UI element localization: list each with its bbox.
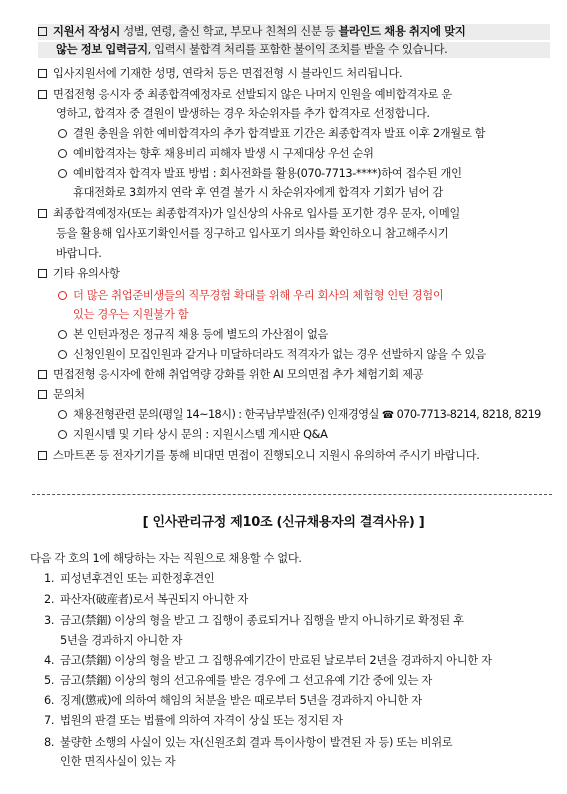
- regulation-item-text: 5년을 경과하지 아니한 자: [60, 634, 183, 647]
- regulation-item-text: 징계(懲戒)에 의하여 해임의 처분을 받은 때로부터 5년을 경과하지 아니한 자: [60, 694, 422, 707]
- notice-line-4: 면접전형 응시자 중 최종합격예정자로 선발되지 않은 나머지 인원을 예비합격자로 운: [38, 87, 452, 103]
- regulation-item: [44, 633, 182, 649]
- notice-sub-5: 신청인원이 모집인원과 같거나 미달하더라도 적격자가 없는 경우 선발하지 않을 수 있음: [58, 347, 486, 363]
- checkbox-square-icon: [38, 27, 47, 36]
- notice-red-1-cont: 있는 경우는 지원불가 함: [73, 308, 189, 321]
- notice-sub-1: 결원 충원을 위한 예비합격자의 추가 합격발표 기간은 최종합격자 발표 이후 2개월로 함: [58, 126, 485, 142]
- regulation-item: [44, 571, 214, 587]
- notice-line-11: 등을 활용해 입사포기확인서를 징구하고 입사포기 의사를 확인하오니 참고해주시기: [56, 227, 449, 240]
- notice-sub-3-cont: 휴대전화로 3회까지 연락 후 연결 불가 시 차순위자에게 합격자 기회가 넘어 감: [73, 186, 443, 199]
- circle-bullet-icon: [58, 129, 67, 138]
- regulation-item-number: 8.: [44, 736, 55, 749]
- notice-line-10: 최종합격예정자(또는 최종합격자)가 일신상의 사유로 입사를 포기한 경우 문자, 이메일: [38, 206, 460, 222]
- notice-line-2: 않는 정보 입력금지, 입력시 불합격 처리를 포함한 불이익 조치를 받을 수 있습니다.: [38, 42, 550, 58]
- regulation-item: [44, 735, 452, 751]
- notice-contact-1: 채용전형관련 문의(평일 14~18시) : 한국남부발전(주) 인재경영실 ☎ 070-7713-8214, 8218, 8219: [58, 407, 541, 424]
- regulation-item-number: 2.: [44, 593, 55, 606]
- regulation-item-text: 피성년후견인 또는 피한정후견인: [60, 572, 215, 585]
- notice-line-18: 면접전형 응시자에 한해 취업역량 강화를 위한 AI 모의면접 추가 체험기회 제공: [38, 367, 423, 383]
- regulation-item-number: 3.: [44, 614, 55, 627]
- notice-sub-4: 본 인턴과정은 정규직 채용 등에 별도의 가산점이 없음: [58, 327, 328, 343]
- circle-bullet-icon: [58, 430, 67, 439]
- telephone-icon: ☎: [381, 410, 394, 421]
- checkbox-square-icon: [38, 390, 47, 399]
- notice-line-3: 입사지원서에 기재한 성명, 연락처 등은 면접전형 시 블라인드 처리됩니다.: [38, 66, 402, 82]
- regulation-item: [44, 653, 492, 669]
- notice-sub-2: 예비합격자는 향후 채용비리 피해자 발생 시 구제대상 우선 순위: [58, 146, 374, 162]
- notice-line-13: 기타 유의사항: [38, 266, 120, 282]
- notice-contact-2: 지원시템 및 기타 상시 문의 : 지원시스템 게시판 Q&A: [58, 427, 327, 443]
- circle-bullet-icon: [58, 330, 67, 339]
- notice-line-1: 지원서 작성시 성별, 연령, 출신 학교, 부모나 친척의 신분 등 블라인드 채용 취지에 맞지: [38, 24, 550, 40]
- notice-line-22: 스마트폰 등 전자기기를 통해 비대면 면접이 진행되오니 지원시 유의하여 주시기 바랍니다.: [38, 448, 479, 464]
- regulation-title: [ 인사관리규정 제10조 (신규채용자의 결격사유) ]: [142, 515, 425, 530]
- checkbox-square-icon: [38, 90, 47, 99]
- circle-bullet-icon: [58, 291, 67, 300]
- regulation-item-text: 파산자(破産者)로서 복권되지 아니한 자: [60, 593, 248, 606]
- regulation-item-text: 법원의 판결 또는 법률에 의하여 자격이 상실 또는 정지된 자: [60, 714, 343, 727]
- circle-bullet-icon: [58, 169, 67, 178]
- regulation-item: [44, 673, 432, 689]
- regulation-item-number: 4.: [44, 654, 55, 667]
- regulation-item-number: 6.: [44, 694, 55, 707]
- regulation-item-text: 인한 면직사실이 있는 자: [60, 755, 176, 768]
- checkbox-square-icon: [38, 269, 47, 278]
- regulation-item-number: 5.: [44, 674, 55, 687]
- regulation-item-number: 1.: [44, 572, 55, 585]
- regulation-item-number: 7.: [44, 714, 55, 727]
- notice-sub-3: 예비합격자 합격자 발표 방법 : 회사전화를 활용(070-7713-****)하여 접수된 개인: [58, 166, 462, 182]
- regulation-item: [44, 592, 248, 608]
- notice-line-5: 영하고, 합격자 중 결원이 발생하는 경우 차순위자를 추가 합격자로 선정합니다.: [56, 107, 430, 120]
- notice-red-1: 더 많은 취업준비생들의 직무경험 확대를 위해 우리 회사의 체험형 인턴 경험이: [58, 288, 443, 304]
- notice-line-19: 문의처: [38, 387, 85, 403]
- checkbox-square-icon: [38, 370, 47, 379]
- regulation-item-text: 불량한 소행의 사실이 있는 자(신원조회 결과 특이사항이 발견된 자 등) 또는 비위로: [60, 736, 453, 749]
- regulation-item: [44, 713, 343, 729]
- regulation-intro: 다음 각 호의 1에 해당하는 자는 직원으로 채용할 수 없다.: [30, 552, 302, 565]
- regulation-item: [44, 693, 422, 709]
- regulation-item: [44, 754, 175, 770]
- regulation-item-text: 금고(禁錮) 이상의 형을 받고 그 집행유예기간이 만료된 날로부터 2년을 경과하지 아니한 자: [60, 654, 492, 667]
- section-divider: [32, 494, 552, 495]
- checkbox-square-icon: [38, 209, 47, 218]
- checkbox-square-icon: [38, 69, 47, 78]
- regulation-item-text: 금고(禁錮) 이상의 형을 받고 그 집행이 종료되거나 집행을 받지 아니하기로 확정된 후: [60, 614, 464, 627]
- checkbox-square-icon: [38, 451, 47, 460]
- notice-line-12: 바랍니다.: [56, 247, 102, 260]
- circle-bullet-icon: [58, 410, 67, 419]
- regulation-item-text: 금고(禁錮) 이상의 형의 선고유예를 받은 경우에 그 선고유예 기간 중에 있는 자: [60, 674, 432, 687]
- regulation-item: [44, 613, 464, 629]
- circle-bullet-icon: [58, 350, 67, 359]
- circle-bullet-icon: [58, 149, 67, 158]
